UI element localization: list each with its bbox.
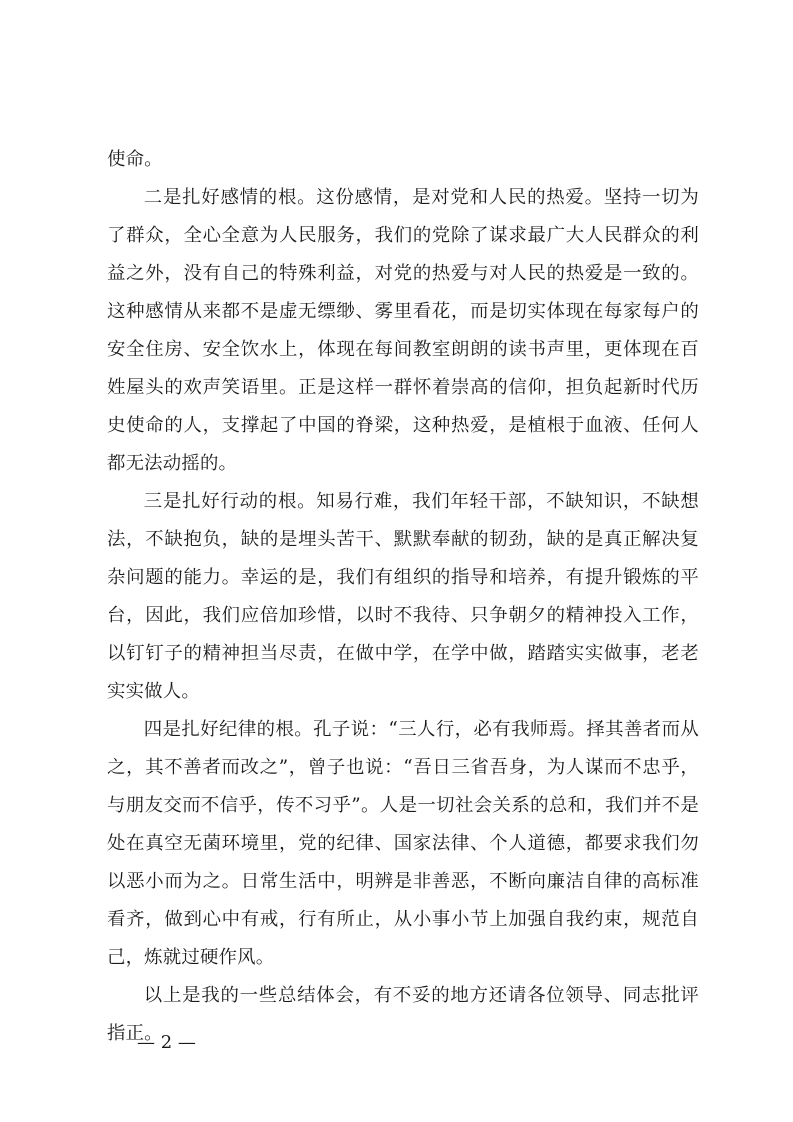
body-text	[107, 141, 699, 1053]
paragraph-continuation: 使命。	[107, 149, 163, 170]
paragraph-discipline-root: 四是扎好纪律的根。孔子说：“三人行，必有我师焉。择其善者而从之，其不善者而改之”，曾子也说：“吾日三省吾身，为人谋而不忠乎，与朋友交而不信乎，传不习乎”。人是一切社会关系的总和，我们并不是处在真空无菌环境里，党的纪律、国家法律、个人道德，都要求我们勿以恶小而为之。日常生活中，明辨是非善恶，不断向廉洁自律的高标准看齐，做到心中有戒，行有所止，从小事小节上加强自我约束，规范自己，炼就过硬作风。	[107, 719, 699, 968]
paragraph-emotion-root: 二是扎好感情的根。这份感情，是对党和人民的热爱。坚持一切为了群众，全心全意为人民服务，我们的党除了谋求最广大人民群众的利益之外，没有自己的特殊利益，对党的热爱与对人民的热爱是一致的。这种感情从来都不是虚无缥缈、雾里看花，而是切实体现在每家每户的安全住房、安全饮水上，体现在每间教室朗朗的读书声里，更体现在百姓屋头的欢声笑语里。正是这样一群怀着崇高的信仰，担负起新时代历史使命的人，支撑起了中国的脊梁，这种热爱，是植根于血液、任何人都无法动摇的。	[107, 187, 699, 474]
page-number: — 2 —	[137, 1032, 196, 1053]
paragraph-closing: 以上是我的一些总结体会，有不妥的地方还请各位领导、同志批评指正。	[107, 985, 699, 1044]
paragraph-action-root: 三是扎好行动的根。知易行难，我们年轻干部，不缺知识，不缺想法，不缺抱负，缺的是埋头苦干、默默奉献的韧劲，缺的是真正解决复杂问题的能力。幸运的是，我们有组织的指导和培养，有提升锻炼的平台，因此，我们应倍加珍惜，以时不我待、只争朝夕的精神投入工作，以钉钉子的精神担当尽责，在做中学，在学中做，踏踏实实做事，老老实实做人。	[107, 491, 699, 702]
